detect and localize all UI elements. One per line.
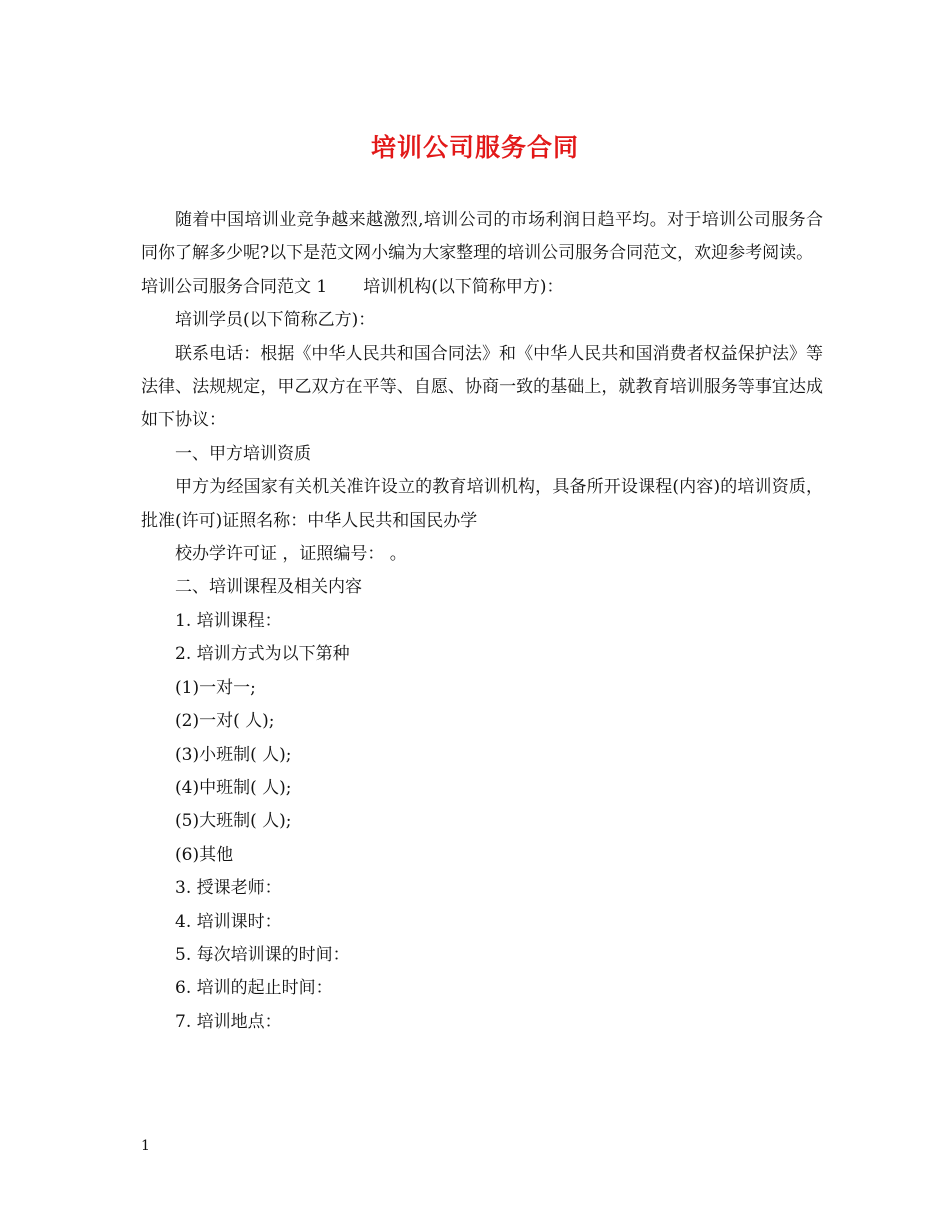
list-item: (6)其他 (175, 844, 234, 865)
document-title: 培训公司服务合同 (370, 133, 579, 162)
list-item: (3)小班制( 人); (175, 744, 292, 765)
list-item: 3. 授课老师： (175, 878, 282, 899)
list-item: 2. 培训方式为以下第种 (175, 644, 350, 665)
list-item: 1. 培训课程： (175, 610, 282, 631)
sample-heading: 培训公司服务合同范文 1 (141, 276, 328, 297)
list-item: 6. 培训的起止时间： (175, 978, 333, 999)
page-number: 1 (141, 1138, 150, 1154)
list-item: 7. 培训地点： (175, 1011, 282, 1032)
list-item: (5)大班制( 人); (175, 811, 292, 832)
party-b-label: 培训学员(以下简称乙方)： (175, 310, 376, 331)
agreement-paragraph: 联系电话：根据《中华人民共和国合同法》和《中华人民共和国消费者权益保护法》等法律、法规规定，甲乙双方在平等、自愿、协商一致的基础上，就教育培训服务等事宜达成如下协议： (141, 343, 823, 431)
list-item: (1)一对一; (175, 677, 256, 698)
list-item: (2)一对( 人); (175, 711, 275, 732)
list-item: (4)中班制( 人); (175, 777, 292, 798)
section-2-heading: 二、培训课程及相关内容 (175, 577, 362, 598)
section-1-text: 甲方为经国家有关机关准许设立的教育培训机构，具备所开设课程(内容)的培训资质，批准(许可)证照名称：中华人民共和国民办学 (141, 477, 823, 531)
list-item: 5. 每次培训课的时间： (175, 944, 350, 965)
list-item: 4. 培训课时： (175, 911, 282, 932)
section-1-text-continued: 校办学许可证 ，证照编号： 。 (175, 544, 407, 565)
intro-paragraph: 随着中国培训业竞争越来越激烈,培训公司的市场利润日趋平均。对于培训公司服务合同你了解多少呢?以下是范文网小编为大家整理的培训公司服务合同范文，欢迎参考阅读。 (141, 210, 823, 264)
party-a-label: 培训机构(以下简称甲方)： (363, 276, 564, 297)
section-1-heading: 一、甲方培训资质 (175, 443, 311, 464)
document-body (141, 204, 823, 1039)
sample-heading-line (141, 271, 823, 304)
